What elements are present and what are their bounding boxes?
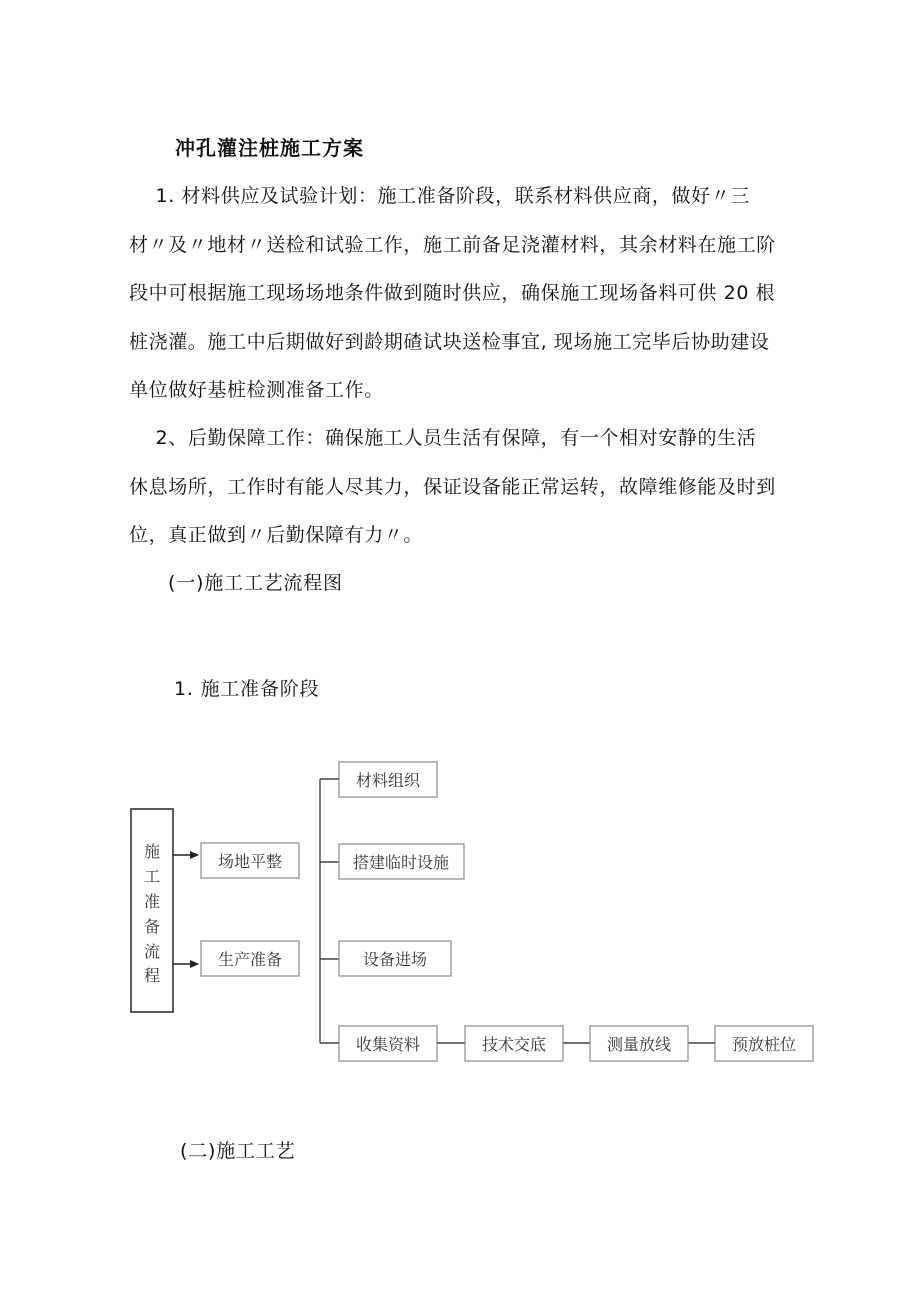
subsection-heading-preparation: 1. 施工准备阶段 bbox=[174, 678, 320, 700]
flow-root-char: 备 bbox=[143, 917, 161, 936]
paragraph-line: 位，真正做到〃后勤保障有力〃。 bbox=[129, 524, 424, 546]
flow-root-char: 流 bbox=[143, 942, 161, 961]
flow-node-label: 预放桩位 bbox=[731, 1035, 797, 1054]
paragraph-line: 单位做好基桩检测准备工作。 bbox=[129, 379, 384, 401]
section-heading-process: (二)施工工艺 bbox=[180, 1140, 296, 1162]
flow-node-label: 测量放线 bbox=[606, 1035, 672, 1054]
flow-node-label: 收集资料 bbox=[355, 1035, 421, 1054]
flow-node-label: 设备进场 bbox=[362, 950, 428, 969]
flow-node-label: 材料组织 bbox=[355, 771, 421, 790]
flow-root-char: 程 bbox=[143, 966, 161, 985]
flow-root-char: 工 bbox=[143, 867, 161, 886]
flow-node-label: 场地平整 bbox=[217, 852, 283, 871]
flow-node-label: 搭建临时设施 bbox=[352, 853, 450, 872]
flow-root-char: 施 bbox=[143, 842, 161, 861]
paragraph-line: 1. 材料供应及试验计划：施工准备阶段，联系材料供应商，做好〃三 bbox=[129, 185, 750, 207]
flow-root-char: 准 bbox=[143, 892, 161, 911]
paragraph-line: 段中可根据施工现场场地条件做到随时供应，确保施工现场备料可供 20 根 bbox=[129, 282, 776, 304]
section-heading-flowchart: (一)施工工艺流程图 bbox=[168, 572, 343, 594]
paragraph-line: 休息场所，工作时有能人尽其力，保证设备能正常运转，故障维修能及时到 bbox=[129, 475, 776, 498]
document-title: 冲孔灌注桩施工方案 bbox=[175, 136, 364, 160]
paragraph-line: 桩浇灌。施工中后期做好到龄期碴试块送检事宜, 现场施工完毕后协助建设 bbox=[129, 330, 770, 353]
paragraph-line: 2、后勤保障工作：确保施工人员生活有保障，有一个相对安静的生活 bbox=[129, 427, 757, 449]
paragraph-line: 材〃及〃地材〃送检和试验工作，施工前备足浇灌材料，其余材料在施工阶 bbox=[129, 233, 776, 256]
flow-node-label: 生产准备 bbox=[217, 950, 283, 969]
flow-node-label: 技术交底 bbox=[481, 1035, 547, 1054]
